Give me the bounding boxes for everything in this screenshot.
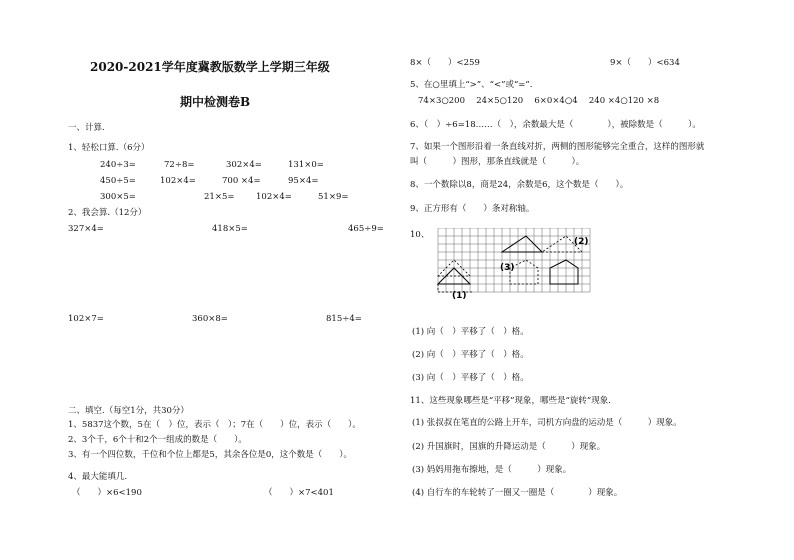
translation-grid-figure xyxy=(434,228,594,300)
calc-item: 327×4= xyxy=(68,224,104,234)
question-5: 5、在○里填上“>”、“<”或“=”. xyxy=(410,80,533,90)
question-7-line1: 7、如果一个图形沿着一条直线对折，两侧的图形能够完全重合，这样的图形就 xyxy=(410,142,705,152)
fill-question-3: 3、有一个四位数，千位和个位上都是5，其余各位是0，这个数是（ ）。 xyxy=(68,450,352,460)
calc-item: 465÷9= xyxy=(348,224,384,234)
move-answer-2: (2) 向（ ）平移了（ ）格。 xyxy=(412,350,529,360)
oral-item: 700 ×4= xyxy=(222,176,261,186)
oral-item: 102×4= xyxy=(256,192,292,202)
question-10: 10、 xyxy=(410,230,430,240)
fill-question-1: 1、5837这个数，5在（ ）位，表示（ ）；7在（ ）位，表示（ ）。 xyxy=(68,420,361,430)
calc-item: 815÷4= xyxy=(326,314,362,324)
fill-question-2: 2、3个千，6个十和2个一组成的数是（ ）。 xyxy=(68,435,247,445)
page-subtitle: 期中检测卷B xyxy=(180,95,251,109)
question-1-2: 2、我会算.（12分） xyxy=(68,208,147,218)
question-1-1: 1、轻松口算.（6分） xyxy=(68,143,150,153)
fill-question-4b: （ ）×7<401 xyxy=(264,488,334,498)
question-11-2: (2) 升国旗时，国旗的升降运动是（ ）现象。 xyxy=(412,442,606,452)
question-6: 6、（ ）÷6=18……（ ），余数最大是（ ），被除数是（ ）。 xyxy=(410,120,701,130)
figure-label-1: (1) xyxy=(452,291,467,300)
calc-item: 360×8= xyxy=(192,314,228,324)
question-11: 11、这些现象哪些是“平移”现象，哪些是“旋转”现象. xyxy=(410,396,611,406)
section-2-heading: 二、填空.（每空1分，共30分） xyxy=(68,406,189,416)
oral-item: 72÷8= xyxy=(164,160,195,170)
question-11-1: (1) 张叔叔在笔直的公路上开车，司机方向盘的运动是（ ）现象。 xyxy=(412,418,682,428)
oral-item: 131×0= xyxy=(288,160,324,170)
move-answer-3: (3) 向（ ）平移了（ ）格。 xyxy=(412,373,529,383)
calc-item: 418×5= xyxy=(212,224,248,234)
question-9: 9、正方形有（ ）条对称轴。 xyxy=(410,204,535,214)
question-7-line2: 叫（ ）图形，那条直线就是（ ）。 xyxy=(410,157,585,167)
oral-item: 95×4= xyxy=(288,176,319,186)
grid-svg xyxy=(434,228,594,300)
question-5-items: 74×3○200 24×5○120 6×0×4○4 240 ×4○120 ×8 xyxy=(418,96,660,106)
page-title: 2020-2021学年度冀教版数学上学期三年级 xyxy=(90,60,330,74)
oral-item: 240÷3= xyxy=(100,160,136,170)
figure-label-3: (3) xyxy=(500,263,515,273)
fill-question-4a: （ ）×6<190 xyxy=(72,488,142,498)
oral-item: 300×5= xyxy=(100,192,136,202)
compare-8b: 9×（ ）<634 xyxy=(610,58,680,68)
compare-8a: 8×（ ）<259 xyxy=(410,58,480,68)
section-1-heading: 一、计算. xyxy=(68,123,105,133)
oral-item: 51×9= xyxy=(318,192,349,202)
figure-label-2: (2) xyxy=(574,237,589,247)
oral-item: 302×4= xyxy=(226,160,262,170)
question-8: 8、一个数除以8，商是24，余数是6，这个数是（ ）。 xyxy=(410,180,629,190)
oral-item: 21×5= xyxy=(204,192,235,202)
oral-item: 450÷5= xyxy=(100,176,136,186)
calc-item: 102×7= xyxy=(68,314,104,324)
question-11-3: (3) 妈妈用拖布擦地，是（ ）现象。 xyxy=(412,465,572,475)
question-11-4: (4) 自行车的车轮转了一圈又一圈是（ ）现象。 xyxy=(412,488,623,498)
oral-item: 102×4= xyxy=(160,176,196,186)
fill-question-4: 4、最大能填几. xyxy=(68,472,128,482)
move-answer-1: (1) 向（ ）平移了（ ）格。 xyxy=(412,327,529,337)
